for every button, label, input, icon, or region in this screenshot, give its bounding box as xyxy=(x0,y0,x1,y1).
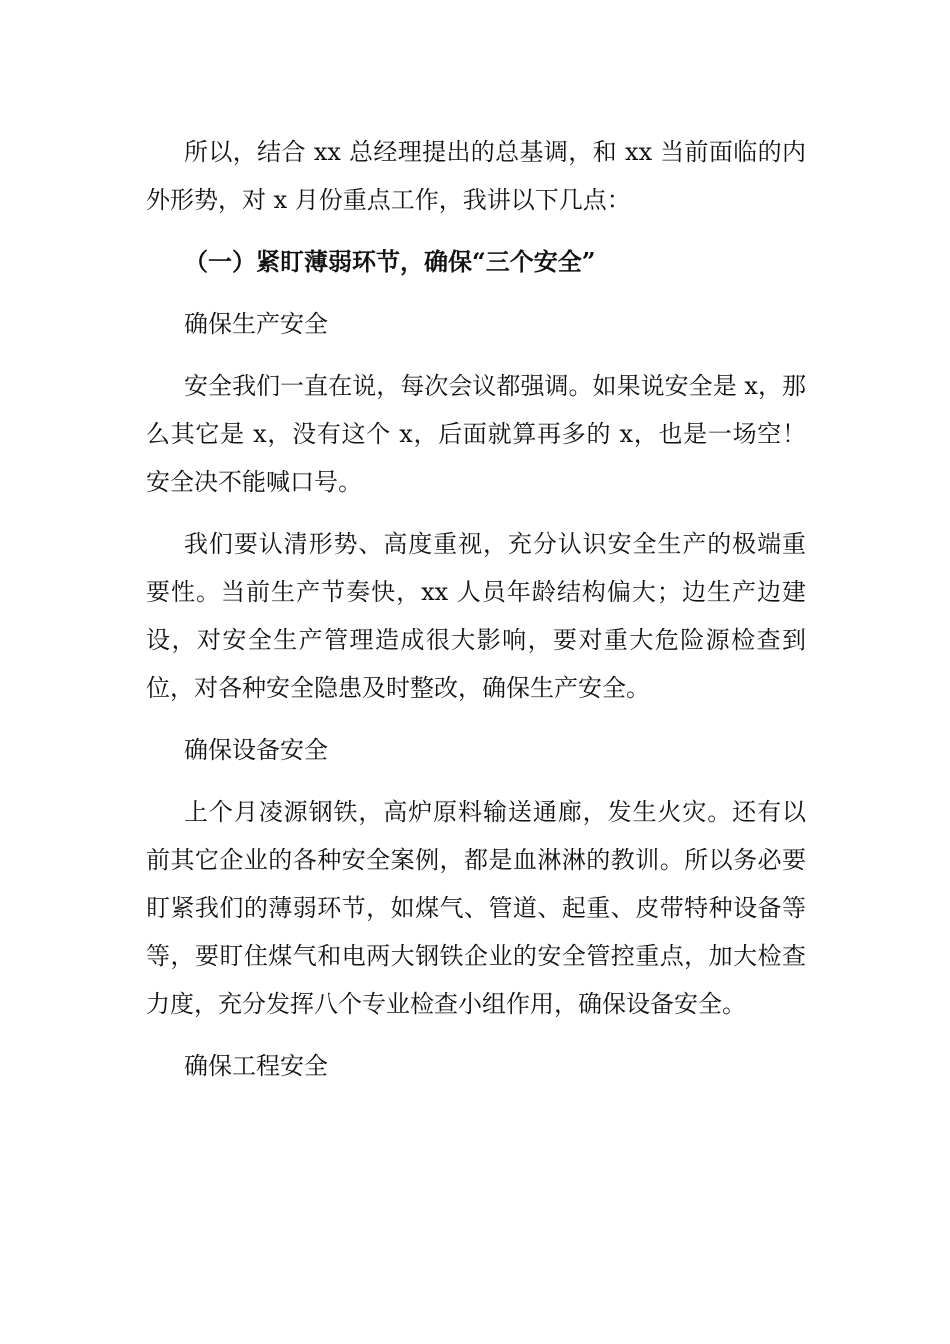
section-heading: （一）紧盯薄弱环节，确保“三个安全” xyxy=(184,247,596,276)
paragraph-safety-emphasis: 安全我们一直在说，每次会议都强调。如果说安全是 x，那么其它是 x，没有这个 x，后面就算再多的 x，也是一场空！安全决不能喊口号。 xyxy=(146,372,806,496)
paragraph-production-situation: 我们要认清形势、高度重视，充分认识安全生产的极端重要性。当前生产节奏快，xx 人员年龄结构偏大；边生产边建设，对安全生产管理造成很大影响，要对重大危险源检查到位，对各种安全隐患及时整改，确保生产安全。 xyxy=(146,530,806,702)
intro-paragraph: 所以，结合 xx 总经理提出的总基调，和 xx 当前面临的内外形势，对 x 月份重点工作，我讲以下几点： xyxy=(146,138,806,214)
subheading-production-safety: 确保生产安全 xyxy=(184,310,328,338)
subheading-engineering-safety: 确保工程安全 xyxy=(184,1052,328,1080)
subheading-equipment-safety: 确保设备安全 xyxy=(184,736,328,764)
document-body xyxy=(146,128,806,1104)
paragraph-equipment-lessons: 上个月凌源钢铁，高炉原料输送通廊，发生火灾。还有以前其它企业的各种安全案例，都是血淋淋的教训。所以务必要盯紧我们的薄弱环节，如煤气、管道、起重、皮带特种设备等等，要盯住煤气和电两大钢铁企业的安全管控重点，加大检查力度，充分发挥八个专业检查小组作用，确保设备安全。 xyxy=(146,798,806,1018)
